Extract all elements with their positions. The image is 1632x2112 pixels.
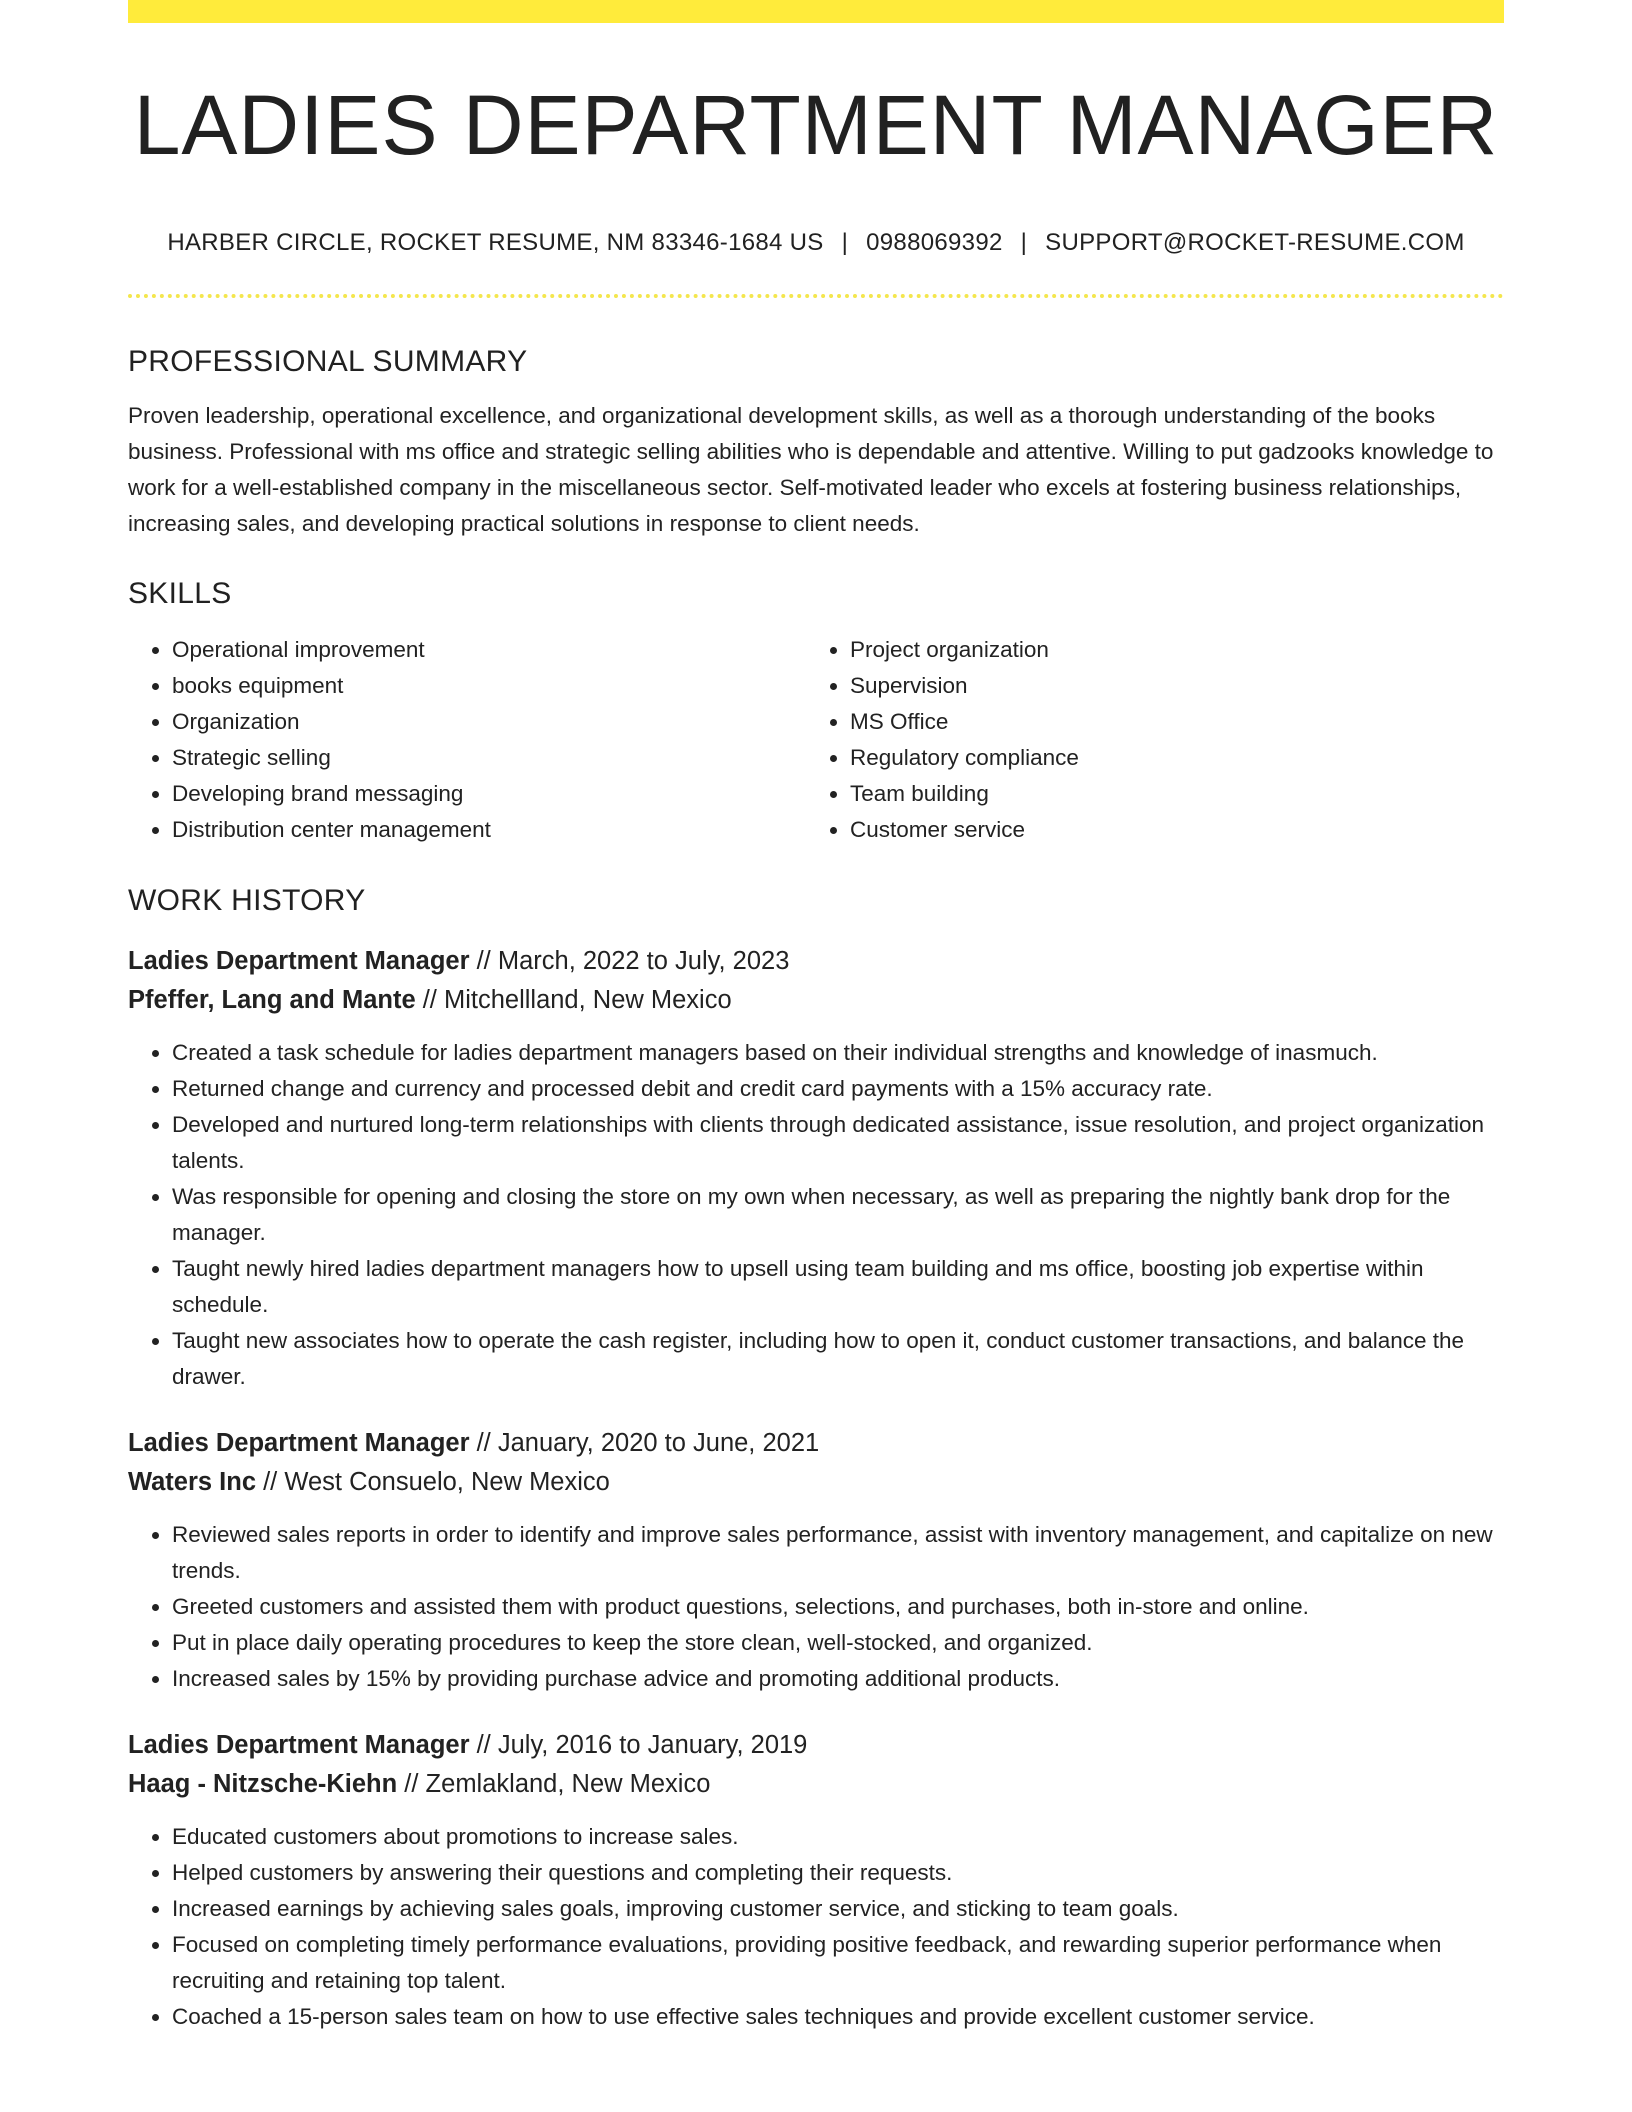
contact-line xyxy=(128,231,1504,255)
job-bullet: • Taught newly hired ladies department managers how to upsell using team building and ms office, boosting job expertise within schedule. xyxy=(172,1251,1504,1323)
job-role-line xyxy=(128,1726,1504,1765)
job-bullets xyxy=(128,1517,1504,1697)
job-bullet: • Created a task schedule for ladies department managers based on their individual strengths and knowledge of inasmuch. xyxy=(172,1035,1504,1071)
skill-item: • Team building xyxy=(850,776,1490,812)
skill-item: • Customer service xyxy=(850,812,1490,848)
accent-top-bar xyxy=(128,0,1504,23)
job-bullet: • Greeted customers and assisted them with product questions, selections, and purchases, both in-store and online. xyxy=(172,1589,1504,1625)
job-bullet: • Developed and nurtured long-term relationships with clients through dedicated assistance, issue resolution, and project organization talents. xyxy=(172,1107,1504,1179)
contact-separator: | xyxy=(1020,229,1028,256)
skill-item: • Strategic selling xyxy=(172,740,806,776)
dotted-divider xyxy=(128,294,1504,298)
skills-list xyxy=(128,632,1504,848)
skills-column-right xyxy=(806,632,1490,848)
job-company: Pfeffer, Lang and Mante xyxy=(128,986,416,1014)
job-bullet: • Reviewed sales reports in order to identify and improve sales performance, assist with inventory management, and capitalize on new trends. xyxy=(172,1517,1504,1589)
contact-separator: | xyxy=(841,229,849,256)
job-role: Ladies Department Manager xyxy=(128,1429,470,1457)
resume-name-title: LADIES DEPARTMENT MANAGER xyxy=(133,78,1499,172)
contact-phone: 0988069392 xyxy=(866,229,1003,256)
skill-item: • Project organization xyxy=(850,632,1490,668)
summary-text: Proven leadership, operational excellence, and organizational development skills, as well as a thorough understanding of the books business. Professional with ms office and strategic selling abilities who is dependable and attentive. Willing to put gadzooks knowledge to work for a well-established company in the miscellaneous sector. Self-motivated leader who excels at fostering business relationships, increasing sales, and developing practical solutions in response to client needs. xyxy=(128,403,1494,536)
job-location: // Zemlakland, New Mexico xyxy=(397,1770,711,1798)
skill-item: • Supervision xyxy=(850,668,1490,704)
job-bullet: • Returned change and currency and processed debit and credit card payments with a 15% accuracy rate. xyxy=(172,1071,1504,1107)
summary-heading: PROFESSIONAL SUMMARY xyxy=(128,345,528,378)
skill-item: • Organization xyxy=(172,704,806,740)
job-role: Ladies Department Manager xyxy=(128,947,470,975)
job-bullets xyxy=(128,1035,1504,1395)
skill-item: • Operational improvement xyxy=(172,632,806,668)
job-dates: // July, 2016 to January, 2019 xyxy=(469,1731,808,1759)
job-bullet: • Taught new associates how to operate the cash register, including how to open it, conduct customer transactions, and balance the drawer. xyxy=(172,1323,1504,1395)
job-bullets xyxy=(128,1819,1504,2035)
job-dates: // January, 2020 to June, 2021 xyxy=(469,1429,820,1457)
job-company-line xyxy=(128,1463,1504,1502)
job-role: Ladies Department Manager xyxy=(128,1731,470,1759)
job-dates: // March, 2022 to July, 2023 xyxy=(469,947,790,975)
skills-heading: SKILLS xyxy=(128,577,232,610)
job-bullet: • Put in place daily operating procedures to keep the store clean, well-stocked, and organized. xyxy=(172,1625,1504,1661)
contact-email: SUPPORT@ROCKET-RESUME.COM xyxy=(1045,229,1465,256)
skill-item: • Distribution center management xyxy=(172,812,806,848)
skill-item: • Developing brand messaging xyxy=(172,776,806,812)
job-role-line xyxy=(128,942,1504,981)
job-location: // Mitchellland, New Mexico xyxy=(415,986,732,1014)
job-entry xyxy=(128,1726,1504,2035)
skill-item: • MS Office xyxy=(850,704,1490,740)
job-bullet: • Increased sales by 15% by providing purchase advice and promoting additional products. xyxy=(172,1661,1504,1697)
job-company-line xyxy=(128,1765,1504,1804)
job-bullet: • Coached a 15-person sales team on how to use effective sales techniques and provide excellent customer service. xyxy=(172,1999,1504,2035)
job-bullet: • Helped customers by answering their questions and completing their requests. xyxy=(172,1855,1504,1891)
job-company: Haag - Nitzsche-Kiehn xyxy=(128,1770,398,1798)
job-entry xyxy=(128,1424,1504,1697)
job-location: // West Consuelo, New Mexico xyxy=(256,1468,610,1496)
job-company: Waters Inc xyxy=(128,1468,257,1496)
job-company-line xyxy=(128,981,1504,1020)
work-history-heading: WORK HISTORY xyxy=(128,884,366,917)
resume-page xyxy=(128,0,1504,2035)
job-bullet: • Focused on completing timely performance evaluations, providing positive feedback, and rewarding superior performance when recruiting and retaining top talent. xyxy=(172,1927,1504,1999)
job-bullet: • Educated customers about promotions to increase sales. xyxy=(172,1819,1504,1855)
skill-item: • Regulatory compliance xyxy=(850,740,1490,776)
skill-item: • books equipment xyxy=(172,668,806,704)
job-role-line xyxy=(128,1424,1504,1463)
job-bullet: • Was responsible for opening and closing the store on my own when necessary, as well as preparing the nightly bank drop for the manager. xyxy=(172,1179,1504,1251)
job-bullet: • Increased earnings by achieving sales goals, improving customer service, and sticking to team goals. xyxy=(172,1891,1504,1927)
contact-address: HARBER CIRCLE, ROCKET RESUME, NM 83346-1684 US xyxy=(167,229,824,256)
job-entry xyxy=(128,942,1504,1395)
skills-column-left xyxy=(128,632,806,848)
